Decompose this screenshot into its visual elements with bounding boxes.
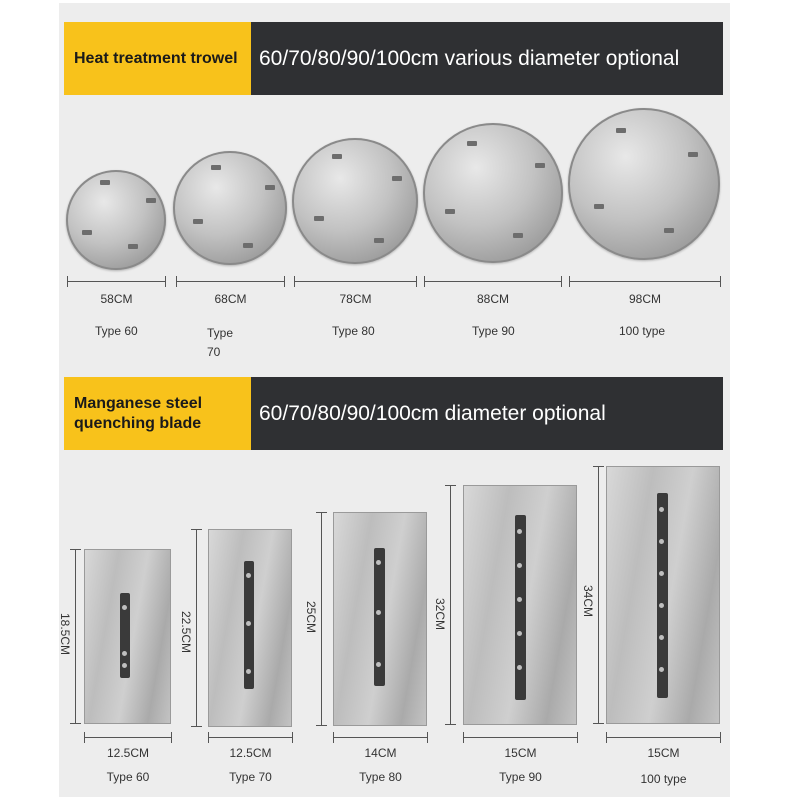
section1-subtitle: 60/70/80/90/100cm various diameter optional bbox=[251, 22, 723, 95]
blade-width-label: 15CM bbox=[647, 746, 680, 760]
blade-height-label: 25CM bbox=[304, 601, 318, 634]
trowel-type-label: Type 70 bbox=[207, 326, 234, 359]
trowel-type-label: 100 type bbox=[619, 324, 666, 338]
trowel-size-label: 68CM bbox=[214, 292, 247, 306]
blade-type-label: Type 60 bbox=[106, 770, 150, 784]
section1-banner bbox=[64, 22, 723, 95]
trowel-size-label: 78CM bbox=[339, 292, 372, 306]
trowel-type-label: Type 80 bbox=[332, 324, 375, 338]
quenching-blade-100 bbox=[606, 466, 720, 724]
quenching-blade-70 bbox=[208, 529, 292, 727]
blade-width-label: 12.5CM bbox=[106, 746, 150, 760]
trowel-size-label: 88CM bbox=[476, 292, 509, 306]
blade-height-label: 34CM bbox=[581, 585, 595, 618]
blade-width-label: 14CM bbox=[364, 746, 397, 760]
quenching-blade-60 bbox=[84, 549, 171, 724]
blade-height-label: 18.5CM bbox=[58, 613, 72, 656]
trowel-type-label: Type 90 bbox=[472, 324, 515, 338]
section2-subtitle: 60/70/80/90/100cm diameter optional bbox=[251, 377, 723, 450]
trowel-disc-78 bbox=[292, 138, 418, 264]
section1-tag: Heat treatment trowel bbox=[64, 22, 251, 95]
blade-width-label: 12.5CM bbox=[229, 746, 272, 760]
blade-height-label: 22.5CM bbox=[179, 611, 193, 654]
blade-width-label: 15CM bbox=[504, 746, 537, 760]
trowel-size-label: 98CM bbox=[628, 292, 661, 306]
blade-type-label: Type 90 bbox=[499, 770, 542, 784]
blade-type-label: Type 70 bbox=[229, 770, 272, 784]
trowel-type-label: Type 60 bbox=[95, 324, 138, 338]
trowel-size-label: 58CM bbox=[100, 292, 133, 306]
trowel-disc-58 bbox=[66, 170, 166, 270]
quenching-blade-80 bbox=[333, 512, 427, 726]
blade-type-label: 100 type bbox=[640, 772, 687, 786]
section2-tag: Manganese steel quenching blade bbox=[64, 377, 251, 450]
trowel-disc-88 bbox=[423, 123, 563, 263]
section2-banner bbox=[64, 377, 723, 450]
blade-type-label: Type 80 bbox=[359, 770, 402, 784]
blade-height-label: 32CM bbox=[433, 598, 447, 631]
quenching-blade-90 bbox=[463, 485, 577, 725]
trowel-disc-98 bbox=[568, 108, 720, 260]
trowel-disc-68 bbox=[173, 151, 287, 265]
